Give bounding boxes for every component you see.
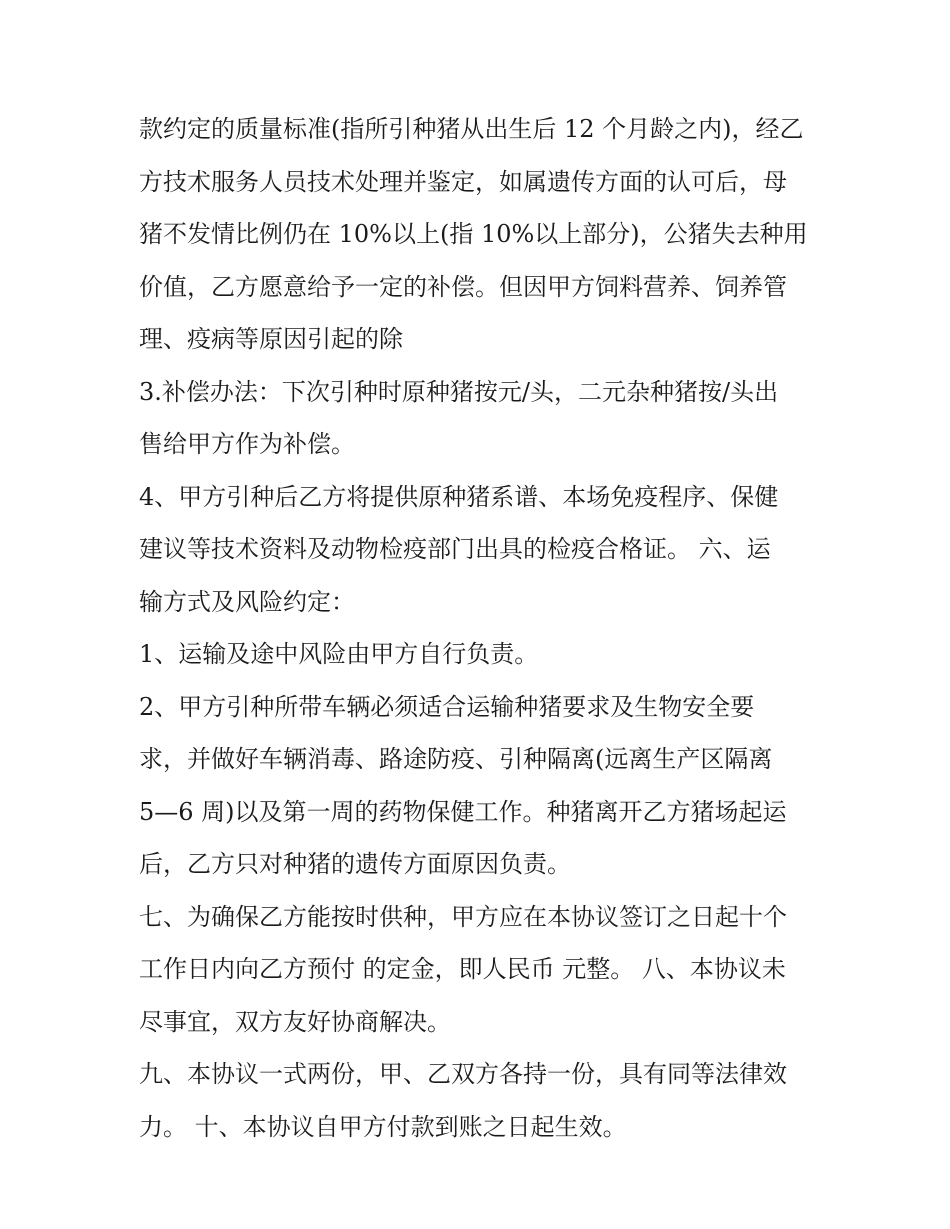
text-line: 猪不发情比例仍在 10%以上(指 10%以上部分)，公猪失去种用 (139, 220, 808, 248)
text-line: 2、甲方引种所带车辆必须适合运输种猪要求及生物安全要 (139, 692, 755, 721)
document-body (139, 103, 829, 1153)
text-line: 方技术服务人员技术处理并鉴定，如属遗传方面的认可后，母 (139, 167, 787, 196)
text-line: 价值，乙方愿意给予一定的补偿。但因甲方饲料营养、饲养管 (139, 272, 787, 301)
text-line: 力。 十、本协议自甲方付款到账之日起生效。 (139, 1112, 627, 1141)
text-line: 七、为确保乙方能按时供种，甲方应在本协议签订之日起十个 (139, 902, 787, 931)
text-line: 理、疫病等原因引起的除 (139, 325, 403, 353)
text-line: 售给甲方作为补偿。 (139, 430, 355, 458)
text-line: 九、本协议一式两份，甲、乙双方各持一份，具有同等法律效 (139, 1060, 787, 1088)
text-line: 求，并做好车辆消毒、路途防疫、引种隔离(远离生产区隔离 (139, 745, 773, 773)
text-line: 建议等技术资料及动物检疫部门出具的检疫合格证。 六、运 (139, 535, 771, 563)
text-line: 4、甲方引种后乙方将提供原种猪系谱、本场免疫程序、保健 (139, 482, 779, 511)
text-line: 款约定的质量标准(指所引种猪从出生后 12 个月龄之内)，经乙 (139, 115, 804, 143)
text-line: 尽事宜，双方友好协商解决。 (139, 1007, 451, 1036)
text-line: 1、运输及途中风险由甲方自行负责。 (139, 640, 539, 668)
text-line: 5—6 周)以及第一周的药物保健工作。种猪离开乙方猪场起运 (139, 797, 787, 826)
text-line: 后，乙方只对种猪的遗传方面原因负责。 (139, 850, 571, 878)
text-line: 输方式及风险约定： (139, 587, 355, 616)
text-line: 3.补偿办法：下次引种时原种猪按元/头，二元杂种猪按/头出 (139, 377, 779, 406)
text-line: 工作日内向乙方预付 的定金，即人民币 元整。 八、本协议未 (139, 955, 786, 983)
